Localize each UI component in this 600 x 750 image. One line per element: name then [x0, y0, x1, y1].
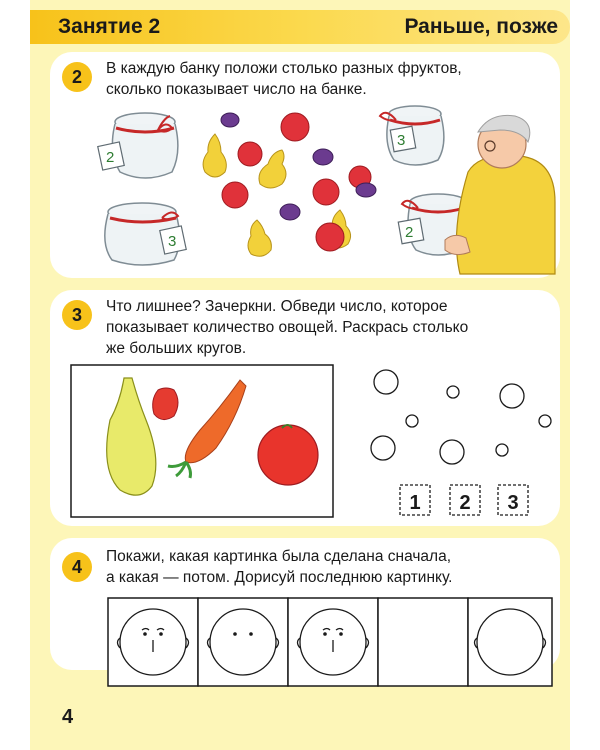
choice-3[interactable]: 3 — [507, 492, 519, 514]
choice-1[interactable]: 1 — [409, 492, 421, 514]
task-2-card — [50, 52, 560, 278]
choice-2[interactable]: 2 — [459, 492, 471, 514]
frame-2 — [198, 598, 288, 686]
task-2-line-1: В каждую банку положи столько разных фруктов, — [106, 60, 462, 77]
task-3-number: 3 — [62, 300, 92, 330]
lesson-header — [30, 10, 570, 44]
jar-3-bottom-left — [105, 203, 186, 265]
task-3-line-3: же больших кругов. — [106, 340, 247, 357]
workbook-page — [30, 0, 570, 750]
task-2-number: 2 — [62, 62, 92, 92]
vegetables-and-circles — [50, 290, 560, 526]
topic-title: Раньше, позже — [404, 15, 558, 38]
jar-3-top-right — [380, 106, 444, 165]
task-2-line-2: сколько показывает число на банке. — [106, 81, 367, 98]
task-4-number: 4 — [62, 552, 92, 582]
lesson-title: Занятие 2 — [58, 15, 161, 38]
fruits-and-jars-illustration — [50, 52, 560, 278]
grandmother-illustration — [445, 115, 555, 274]
jar-label: 2 — [405, 224, 414, 241]
jar-2-top-left — [98, 113, 178, 178]
task-3-line-1: Что лишнее? Зачеркни. Обведи число, которое — [106, 298, 448, 315]
jar-label: 3 — [168, 233, 177, 250]
frame-5 — [468, 598, 552, 686]
jar-label: 2 — [106, 149, 115, 166]
circles-to-color[interactable] — [371, 370, 551, 464]
jar-label: 3 — [397, 132, 406, 149]
frame-4[interactable] — [378, 598, 468, 686]
tomato-icon — [258, 425, 318, 485]
page-number: 4 — [62, 706, 74, 728]
task-3-card — [50, 290, 560, 526]
task-4-text — [106, 546, 453, 588]
faces-sequence — [30, 590, 570, 720]
task-3-line-2: показывает количество овощей. Раскрась столько — [106, 319, 469, 336]
task-4-line-2: а какая — потом. Дорисуй последнюю картинку. — [106, 569, 453, 586]
task-4-line-1: Покажи, какая картинка была сделана сначала, — [106, 548, 452, 565]
pepper-icon — [153, 388, 178, 420]
